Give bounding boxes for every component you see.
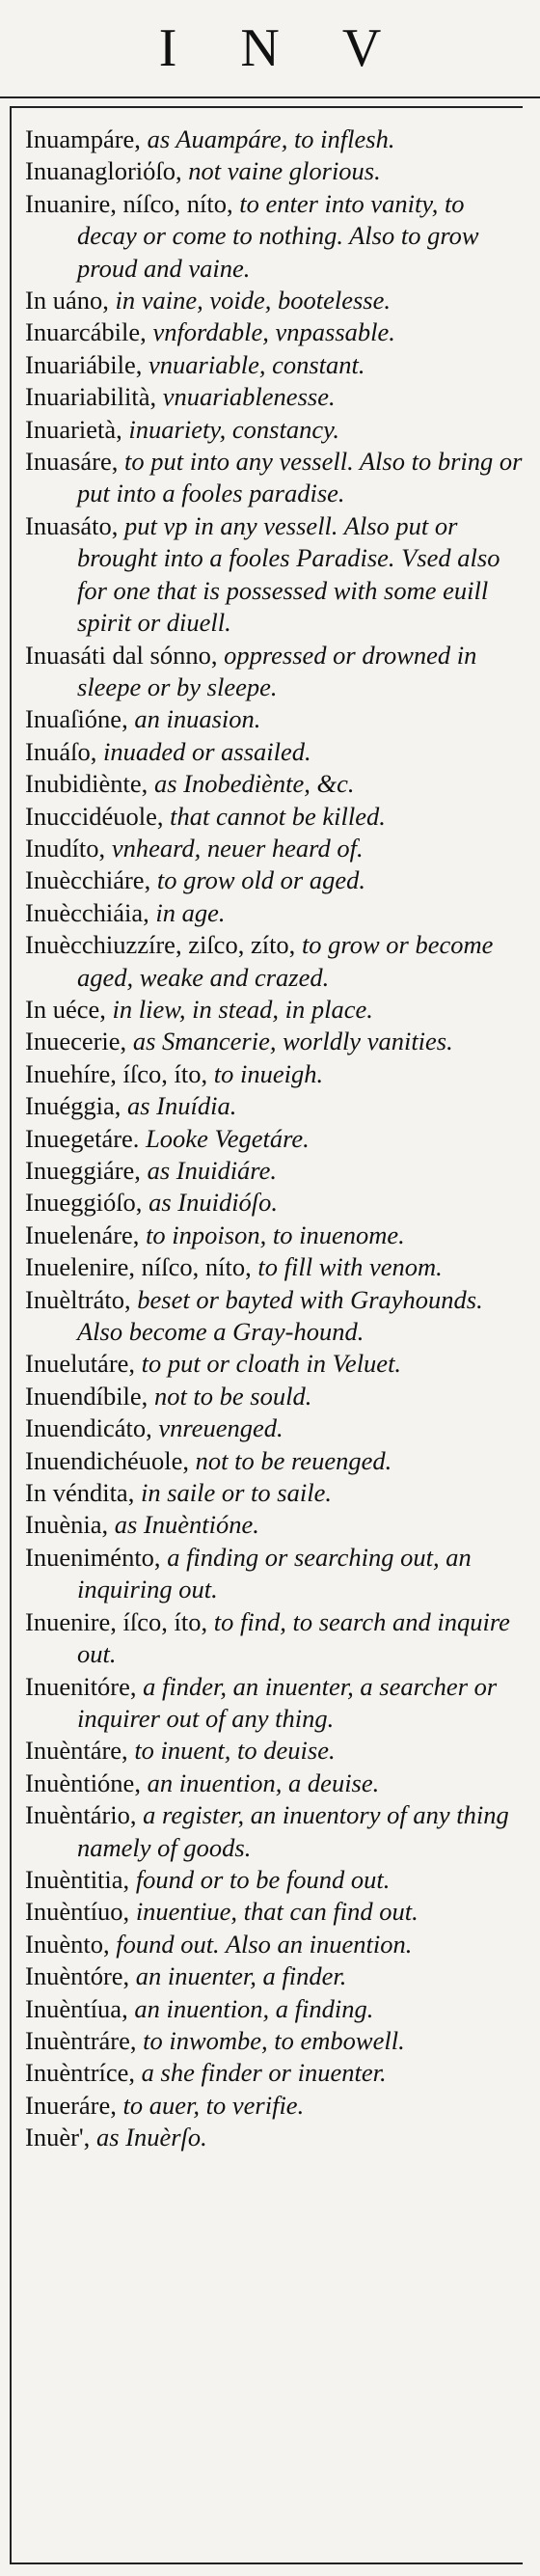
entry-definition: a finder, an inuenter, a searcher or inquirer out of any thing. <box>77 1671 498 1733</box>
entry-definition: vnfordable, vnpassable. <box>152 317 395 347</box>
entry-headword: Inuèntráre, <box>25 2025 137 2055</box>
dictionary-entry <box>25 2122 523 2153</box>
entry-definition: to grow old or aged. <box>156 865 366 895</box>
entry-headword: Inuasáre, <box>25 447 119 477</box>
dictionary-entry <box>25 349 523 381</box>
dictionary-entry <box>25 1058 523 1090</box>
dictionary-entry <box>25 864 523 896</box>
dictionary-entry <box>25 1735 523 1767</box>
dictionary-entry <box>25 1155 523 1187</box>
entry-headword: Inuèntáre, <box>25 1736 128 1766</box>
entry-definition: inuaded or assailed. <box>102 736 311 766</box>
dictionary-entry <box>25 801 523 833</box>
entry-headword: Inuáſo, <box>25 736 97 766</box>
entry-definition: as Inuídia. <box>126 1091 237 1121</box>
entry-headword: Inueniménto, <box>25 1542 161 1572</box>
entry-definition: not to be sould. <box>153 1381 312 1411</box>
entry-headword: Inuèntitia, <box>25 1864 130 1894</box>
entry-definition: in vaine, voide, bootelesse. <box>115 286 391 315</box>
entry-definition: oppressed or drowned in sleepe or by sleepe. <box>77 640 477 701</box>
dictionary-entry <box>25 2057 523 2089</box>
entry-definition: not vaine glorious. <box>188 156 381 186</box>
dictionary-entry <box>25 929 523 994</box>
entry-headword: Inuècchiuzzíre, ziſco, zíto, <box>25 930 296 960</box>
entry-headword: Inubidiènte, <box>25 769 148 799</box>
entry-definition: found or to be found out. <box>135 1864 391 1894</box>
entry-definition: to inwombe, to embowell. <box>143 2025 405 2055</box>
dictionary-entry <box>25 1187 523 1219</box>
entry-headword: Inuèntióne, <box>25 1768 141 1797</box>
dictionary-entry <box>25 446 523 510</box>
entry-headword: Inuendichéuole, <box>25 1445 189 1475</box>
entry-headword: Inuehíre, íſco, íto, <box>25 1058 208 1088</box>
dictionary-entry <box>25 1896 523 1928</box>
entry-headword: Inueráre, <box>25 2090 117 2120</box>
entry-headword: Inuegetáre. <box>25 1123 140 1153</box>
entry-definition: in saile or to saile. <box>140 1478 332 1508</box>
entry-definition: vnheard, neuer heard of. <box>111 833 364 863</box>
entry-definition: vnreuenged. <box>158 1413 284 1443</box>
dictionary-entry <box>25 155 523 187</box>
entry-headword: Inuendicáto, <box>25 1413 152 1443</box>
dictionary-entry <box>25 1509 523 1541</box>
entry-definition: to enter into vanity, to decay or come to nothing. Also to grow proud and vaine. <box>77 188 479 283</box>
dictionary-entry <box>25 1542 523 1606</box>
dictionary-entry <box>25 1026 523 1057</box>
entry-headword: Inuèntário, <box>25 1800 137 1830</box>
entry-headword: Inuèltráto, <box>25 1284 131 1314</box>
dictionary-entry <box>25 1671 523 1736</box>
dictionary-entry <box>25 1219 523 1251</box>
entry-headword: Inuèr', <box>25 2123 91 2152</box>
dictionary-entry <box>25 703 523 735</box>
entry-headword: Inuccidéuole, <box>25 801 164 831</box>
dictionary-entry <box>25 640 523 704</box>
entry-definition: not to be reuenged. <box>195 1445 392 1475</box>
entry-definition: to auer, to verifie. <box>122 2090 305 2120</box>
entry-headword: In uáno, <box>25 286 109 315</box>
entry-headword: Inuanagloriόſo, <box>25 156 182 186</box>
entry-definition: in liew, in stead, in place. <box>112 994 373 1024</box>
entry-definition: an inuenter, a finder. <box>135 1961 347 1991</box>
entry-definition: as Smancerie, worldly vanities. <box>132 1027 453 1056</box>
entry-headword: Inuelenáre, <box>25 1219 140 1249</box>
entry-definition: to fill with venom. <box>257 1252 443 1282</box>
dictionary-entry <box>25 1606 523 1671</box>
entry-headword: Inuècchiáre, <box>25 865 151 895</box>
entry-definition: to inuent, to deuise. <box>134 1736 336 1766</box>
entry-headword: Inuanire, níſco, níto, <box>25 188 233 218</box>
entry-headword: In véndita, <box>25 1478 135 1508</box>
entry-definition: as Inuidiáre. <box>147 1156 278 1185</box>
dictionary-entry <box>25 1864 523 1896</box>
entry-headword: Inuenitóre, <box>25 1671 137 1701</box>
entry-definition: found out. Also an inuention. <box>116 1929 413 1959</box>
entry-headword: Inudíto, <box>25 833 106 863</box>
dictionary-entry <box>25 833 523 864</box>
dictionary-entry <box>25 736 523 768</box>
dictionary-entry <box>25 381 523 413</box>
entry-definition: to inpoison, to inuenome. <box>146 1219 405 1249</box>
dictionary-entry <box>25 1477 523 1509</box>
entry-definition: to inueigh. <box>213 1058 324 1088</box>
dictionary-entry <box>25 1768 523 1799</box>
entry-definition: inuentiue, that can find out. <box>135 1897 418 1927</box>
dictionary-entry <box>25 414 523 446</box>
entry-definition: beset or bayted with Grayhounds. Also become a Gray-hound. <box>77 1284 483 1347</box>
entry-definition: as Inuidióſo. <box>148 1188 279 1218</box>
dictionary-entry <box>25 1993 523 2025</box>
dictionary-entry <box>25 1251 523 1283</box>
entry-headword: Inuèntíua, <box>25 1993 128 2023</box>
entry-headword: Inuendíbile, <box>25 1381 148 1411</box>
dictionary-entry <box>25 994 523 1026</box>
dictionary-entry <box>25 1090 523 1122</box>
entry-headword: Inuèntríce, <box>25 2058 136 2088</box>
dictionary-entry <box>25 1929 523 1960</box>
entry-definition: to grow or become aged, weake and crazed. <box>77 930 494 992</box>
dictionary-entry <box>25 1960 523 1992</box>
entry-definition: a she finder or inuenter. <box>141 2058 387 2088</box>
dictionary-entry <box>25 1412 523 1444</box>
entry-headword: Inuéggia, <box>25 1091 122 1121</box>
entry-headword: Inuenire, íſco, íto, <box>25 1606 208 1636</box>
entry-definition: to put into any vessell. Also to bring or put into a fooles paradise. <box>77 447 523 508</box>
dictionary-entry <box>25 123 523 155</box>
page-title: I N V <box>158 18 407 78</box>
dictionary-entry <box>25 1445 523 1477</box>
entry-definition: to put or cloath in Veluet. <box>141 1349 402 1379</box>
dictionary-entry <box>25 285 523 316</box>
entry-definition: an inuention, a finding. <box>134 1993 374 2023</box>
dictionary-entry <box>25 1284 523 1349</box>
entry-definition: as Inuèrſo. <box>95 2123 207 2152</box>
entry-headword: Inuèntóre, <box>25 1961 130 1991</box>
entry-definition: put vp in any vessell. Also put or brought into a fooles Paradise. Vsed also for one that is possessed with some euill spirit or diuell. <box>77 510 500 638</box>
dictionary-entry <box>25 897 523 929</box>
entry-headword: Inueggióſo, <box>25 1188 143 1218</box>
entry-definition: a finding or searching out, an inquiring out. <box>77 1542 472 1604</box>
entry-definition: in age. <box>155 897 226 927</box>
entry-definition: an inuasion. <box>134 704 261 734</box>
entry-headword: Inuariabilità, <box>25 382 157 412</box>
page-header <box>0 0 540 98</box>
entry-headword: In uéce, <box>25 994 106 1024</box>
entry-definition: an inuention, a deuise. <box>147 1768 380 1797</box>
entry-definition: Looke Vegetáre. <box>146 1123 310 1153</box>
entry-definition: inuariety, constancy. <box>128 414 340 444</box>
entry-headword: Inuasáto, <box>25 510 119 540</box>
entry-definition: a register, an inuentory of any thing namely of goods. <box>77 1800 509 1862</box>
entry-headword: Inuariábile, <box>25 349 143 379</box>
entry-headword: Inuecerie, <box>25 1027 127 1056</box>
dictionary-entry <box>25 1799 523 1864</box>
dictionary-entries <box>25 123 523 2154</box>
entry-headword: Inuasáti dal sónno, <box>25 640 218 670</box>
entry-headword: Inuarietà, <box>25 414 122 444</box>
entry-definition: as Auampáre, to inflesh. <box>147 124 395 153</box>
dictionary-entry <box>25 2025 523 2057</box>
dictionary-entry <box>25 316 523 348</box>
dictionary-entry <box>25 1123 523 1155</box>
entry-definition: as Inobediènte, &c. <box>153 769 355 799</box>
entry-headword: Inuelenire, níſco, níto, <box>25 1252 252 1282</box>
entry-headword: Inuampáre, <box>25 124 141 153</box>
dictionary-entry <box>25 2090 523 2122</box>
dictionary-entry <box>25 1348 523 1380</box>
entry-headword: Inuarcábile, <box>25 317 147 347</box>
entry-definition: that cannot be killed. <box>170 801 386 831</box>
entry-headword: Inuelutáre, <box>25 1349 136 1379</box>
entry-headword: Inuènia, <box>25 1510 109 1540</box>
entry-headword: Inuècchiáia, <box>25 897 149 927</box>
entry-headword: Inuènto, <box>25 1929 110 1959</box>
entry-headword: Inuaſióne, <box>25 704 128 734</box>
entry-definition: vnuariablenesse. <box>162 382 336 412</box>
dictionary-entry <box>25 510 523 640</box>
entry-headword: Inueggiáre, <box>25 1156 141 1185</box>
dictionary-entry <box>25 1381 523 1412</box>
entry-headword: Inuèntíuo, <box>25 1897 130 1927</box>
dictionary-entry <box>25 768 523 800</box>
entry-definition: as Inuèntióne. <box>114 1510 259 1540</box>
entry-definition: vnuariable, constant. <box>148 349 365 379</box>
entry-definition: to find, to search and inquire out. <box>77 1606 510 1669</box>
dictionary-entry <box>25 188 523 285</box>
